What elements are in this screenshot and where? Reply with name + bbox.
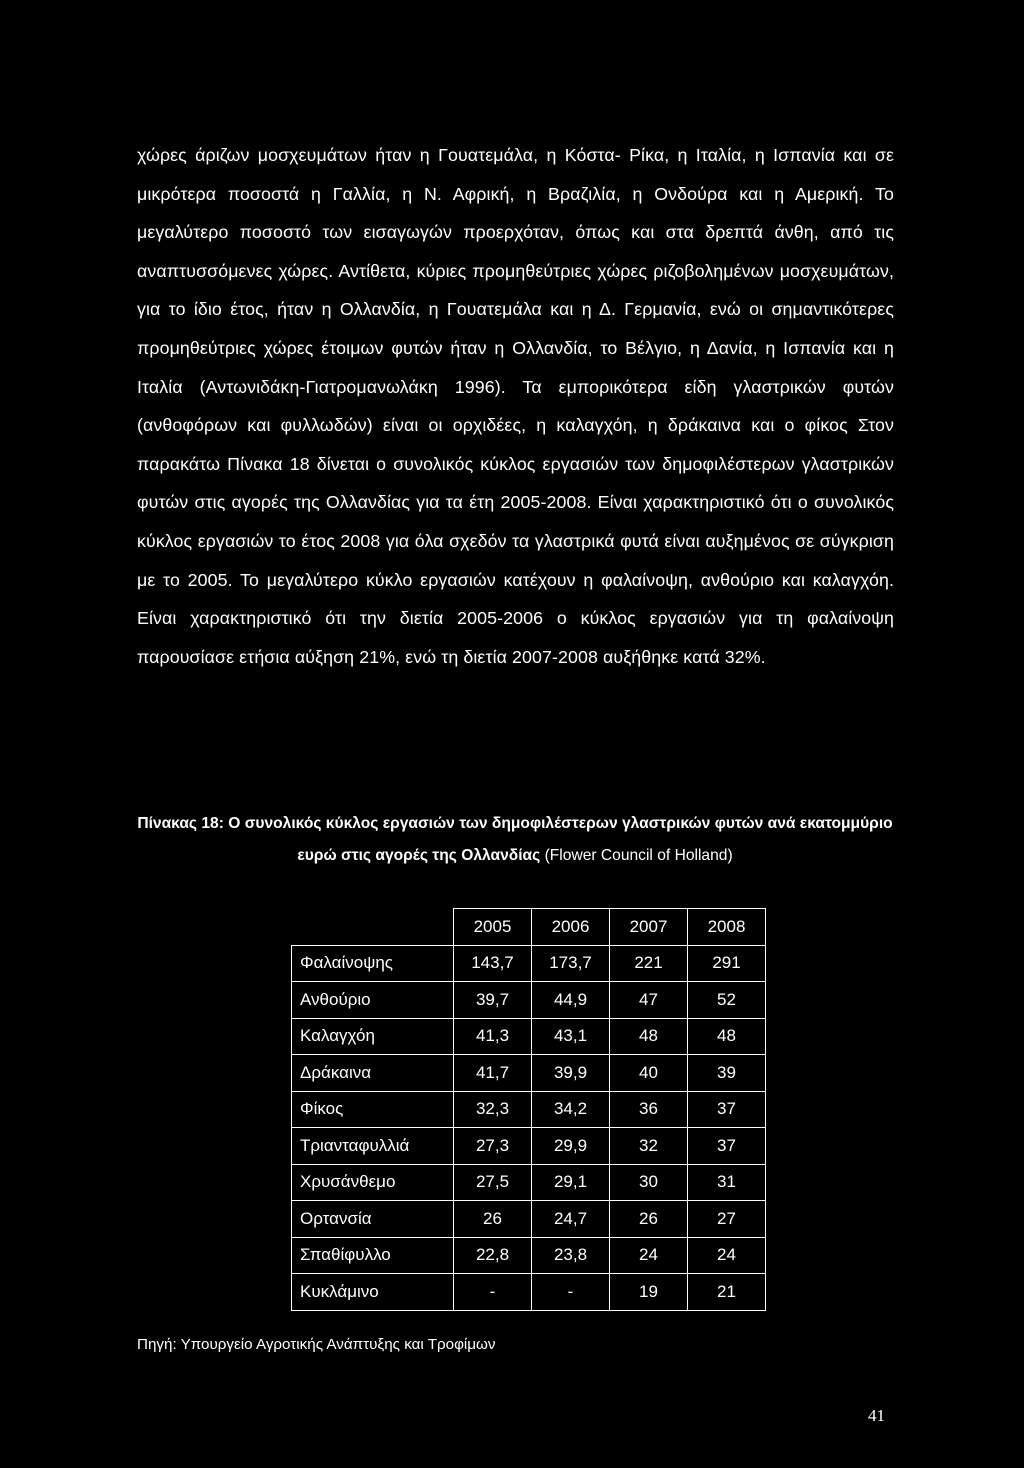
value-cell: 23,8 <box>532 1237 610 1274</box>
body-paragraph: χώρες άριζων μοσχευμάτων ήταν η Γουατεμάλα, η Κόστα- Ρίκα, η Ιταλία, η Ισπανία και σε μικρότερα ποσοστά η Γαλλία, η Ν. Αφρική, η Βραζιλία, η Ονδούρα και η Αμερική. Το μεγαλύτερο ποσοστό των εισαγωγών προερχόταν, όπως και στα δρεπτά άνθη, από τις αναπτυσσόμενες χώρες. Αντίθετα, κύριες προμηθεύτριες χώρες ριζοβολημένων μοσχευμάτων, για το ίδιο έτος, ήταν η Ολλανδία, η Γουατεμάλα και η Δ. Γερμανία, ενώ οι σημαντικότερες προμηθεύτριες χώρες έτοιμων φυτών ήταν η Ολλανδία, το Βέλγιο, η Δανία, η Ισπανία και η Ιταλία (Αντωνιδάκη-Γιατρομανωλάκη 1996). Τα εμπορικότερα είδη γλαστρικών φυτών (ανθοφόρων και φυλλωδών) είναι οι ορχιδέες, η καλαγχόη, η δράκαινα και ο φίκος Στον παρακάτω Πίνακα 18 δίνεται ο συνολικός κύκλος εργασιών των δημοφιλέστερων γλαστρικών φυτών στις αγορές της Ολλανδίας για τα έτη 2005-2008. Είναι χαρακτηριστικό ότι ο συνολικός κύκλος εργασιών το έτος 2008 για όλα σχεδόν τα γλαστρικά φυτά είναι αυξημένος σε σύγκριση με το 2005. Το μεγαλύτερο κύκλο εργασιών κατέχουν η φαλαίνοψη, ανθούριο και καλαγχόη. Είναι χαρακτηριστικό ότι την διετία 2005-2006 ο κύκλος εργασιών για τη φαλαίνοψη παρουσίασε ετήσια αύξηση 21%, ενώ τη διετία 2007-2008 αυξήθηκε κατά 32%. <box>137 145 894 667</box>
value-cell: 52 <box>688 982 766 1019</box>
value-cell: 44,9 <box>532 982 610 1019</box>
table-caption <box>120 808 910 872</box>
value-cell: 221 <box>610 945 688 982</box>
header-blank-cell <box>292 909 454 946</box>
value-cell: 37 <box>688 1128 766 1165</box>
value-cell: 29,9 <box>532 1128 610 1165</box>
value-cell: 40 <box>610 1055 688 1092</box>
value-cell: 36 <box>610 1091 688 1128</box>
plant-name-cell: Καλαγχόη <box>292 1018 454 1055</box>
value-cell: 27,3 <box>454 1128 532 1165</box>
plant-name-cell: Κυκλάμινο <box>292 1274 454 1311</box>
value-cell: 37 <box>688 1091 766 1128</box>
value-cell: 27,5 <box>454 1164 532 1201</box>
value-cell: 291 <box>688 945 766 982</box>
plant-name-cell: Χρυσάνθεμο <box>292 1164 454 1201</box>
table-row <box>292 945 766 982</box>
value-cell: 19 <box>610 1274 688 1311</box>
value-cell: 173,7 <box>532 945 610 982</box>
value-cell: - <box>454 1274 532 1311</box>
year-header: 2005 <box>454 909 532 946</box>
value-cell: 26 <box>610 1201 688 1238</box>
plant-name-cell: Τριανταφυλλιά <box>292 1128 454 1165</box>
value-cell: 30 <box>610 1164 688 1201</box>
value-cell: 47 <box>610 982 688 1019</box>
table-caption-title: Πίνακας 18: Ο συνολικός κύκλος εργασιών των δημοφιλέστερων γλαστρικών φυτών ανά εκατομμύριο ευρώ στις αγορές της Ολλανδίας <box>137 815 893 864</box>
value-cell: - <box>532 1274 610 1311</box>
plant-name-cell: Φαλαίνοψης <box>292 945 454 982</box>
value-cell: 24 <box>688 1237 766 1274</box>
value-cell: 34,2 <box>532 1091 610 1128</box>
year-header: 2006 <box>532 909 610 946</box>
value-cell: 43,1 <box>532 1018 610 1055</box>
value-cell: 24,7 <box>532 1201 610 1238</box>
value-cell: 31 <box>688 1164 766 1201</box>
page-number: 41 <box>868 1406 885 1425</box>
value-cell: 48 <box>688 1018 766 1055</box>
value-cell: 21 <box>688 1274 766 1311</box>
value-cell: 32,3 <box>454 1091 532 1128</box>
value-cell: 27 <box>688 1201 766 1238</box>
table-caption-source: (Flower Council of Holland) <box>540 847 733 864</box>
value-cell: 48 <box>610 1018 688 1055</box>
table-row <box>292 1091 766 1128</box>
year-header: 2008 <box>688 909 766 946</box>
year-header: 2007 <box>610 909 688 946</box>
table-row <box>292 1201 766 1238</box>
table-row <box>292 1055 766 1092</box>
value-cell: 26 <box>454 1201 532 1238</box>
value-cell: 41,3 <box>454 1018 532 1055</box>
plant-name-cell: Σπαθίφυλλο <box>292 1237 454 1274</box>
table-header-row <box>292 909 766 946</box>
value-cell: 24 <box>610 1237 688 1274</box>
table-row <box>292 982 766 1019</box>
table-row <box>292 1128 766 1165</box>
table-row <box>292 1018 766 1055</box>
plant-name-cell: Φίκος <box>292 1091 454 1128</box>
turnover-table <box>291 908 766 1311</box>
value-cell: 39,9 <box>532 1055 610 1092</box>
value-cell: 41,7 <box>454 1055 532 1092</box>
table-row <box>292 1164 766 1201</box>
value-cell: 22,8 <box>454 1237 532 1274</box>
table-row <box>292 1274 766 1311</box>
value-cell: 29,1 <box>532 1164 610 1201</box>
table-body <box>292 945 766 1310</box>
value-cell: 39,7 <box>454 982 532 1019</box>
value-cell: 32 <box>610 1128 688 1165</box>
plant-name-cell: Ανθούριο <box>292 982 454 1019</box>
table-row <box>292 1237 766 1274</box>
value-cell: 143,7 <box>454 945 532 982</box>
source-note: Πηγή: Υπουργείο Αγροτικής Ανάπτυξης και Τροφίμων <box>137 1336 496 1353</box>
plant-name-cell: Ορτανσία <box>292 1201 454 1238</box>
value-cell: 39 <box>688 1055 766 1092</box>
plant-name-cell: Δράκαινα <box>292 1055 454 1092</box>
